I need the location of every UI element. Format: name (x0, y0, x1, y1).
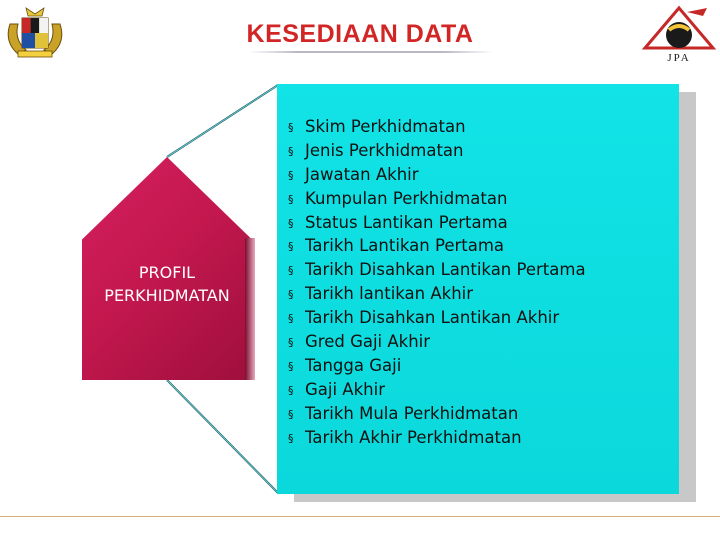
bullet-icon: § (288, 216, 294, 230)
list-item (288, 258, 586, 282)
profile-label (82, 261, 252, 307)
list-item (288, 211, 586, 235)
list-item-text: Tarikh Mula Perkhidmatan (305, 403, 519, 423)
list-item-text: Jawatan Akhir (305, 164, 419, 184)
bullet-icon: § (288, 240, 294, 254)
bullet-icon: § (288, 431, 294, 445)
footer-divider (0, 516, 720, 517)
list-item (288, 163, 586, 187)
list-item (288, 115, 586, 139)
pentagon-side-shade (245, 238, 255, 380)
list-item (288, 234, 586, 258)
bullet-icon: § (288, 407, 294, 421)
bullet-icon: § (288, 359, 294, 373)
list-item-text: Tarikh lantikan Akhir (305, 284, 474, 304)
profile-label-line-2: PERKHIDMATAN (104, 286, 230, 305)
list-item (288, 139, 586, 163)
list-item (288, 426, 586, 450)
jpa-logo-text: JPA (667, 52, 691, 64)
bullet-icon: § (288, 121, 294, 134)
list-item (288, 306, 586, 330)
list-item (288, 282, 586, 306)
bullet-icon: § (288, 336, 294, 350)
bullet-icon: § (288, 383, 294, 397)
list-item-text: Kumpulan Perkhidmatan (305, 188, 508, 208)
list-item-text: Gred Gaji Akhir (305, 332, 431, 352)
list-item-text: Tangga Gaji (305, 355, 402, 375)
page-title: KESEDIAAN DATA (246, 20, 474, 48)
list-item-text: Status Lantikan Pertama (305, 212, 508, 232)
bullet-icon: § (288, 312, 294, 326)
list-item-text: Skim Perkhidmatan (305, 117, 466, 136)
bullet-icon: § (288, 192, 294, 206)
data-field-list (288, 115, 586, 449)
list-item-text: Tarikh Disahkan Lantikan Akhir (305, 308, 560, 328)
list-item-text: Tarikh Lantikan Pertama (305, 236, 505, 256)
list-item-text: Gaji Akhir (305, 379, 385, 399)
list-item (288, 187, 586, 211)
list-item (288, 330, 586, 354)
bullet-icon: § (288, 264, 294, 278)
profile-label-line-1: PROFIL (138, 263, 196, 282)
bullet-icon: § (288, 168, 294, 182)
list-item (288, 354, 586, 378)
bullet-icon: § (288, 288, 294, 302)
list-item-text: Jenis Perkhidmatan (305, 140, 464, 160)
bullet-icon: § (288, 144, 294, 158)
list-item (288, 378, 586, 402)
list-item-text: Tarikh Akhir Perkhidmatan (305, 427, 522, 447)
list-item (288, 402, 586, 426)
list-item-text: Tarikh Disahkan Lantikan Pertama (305, 260, 586, 280)
